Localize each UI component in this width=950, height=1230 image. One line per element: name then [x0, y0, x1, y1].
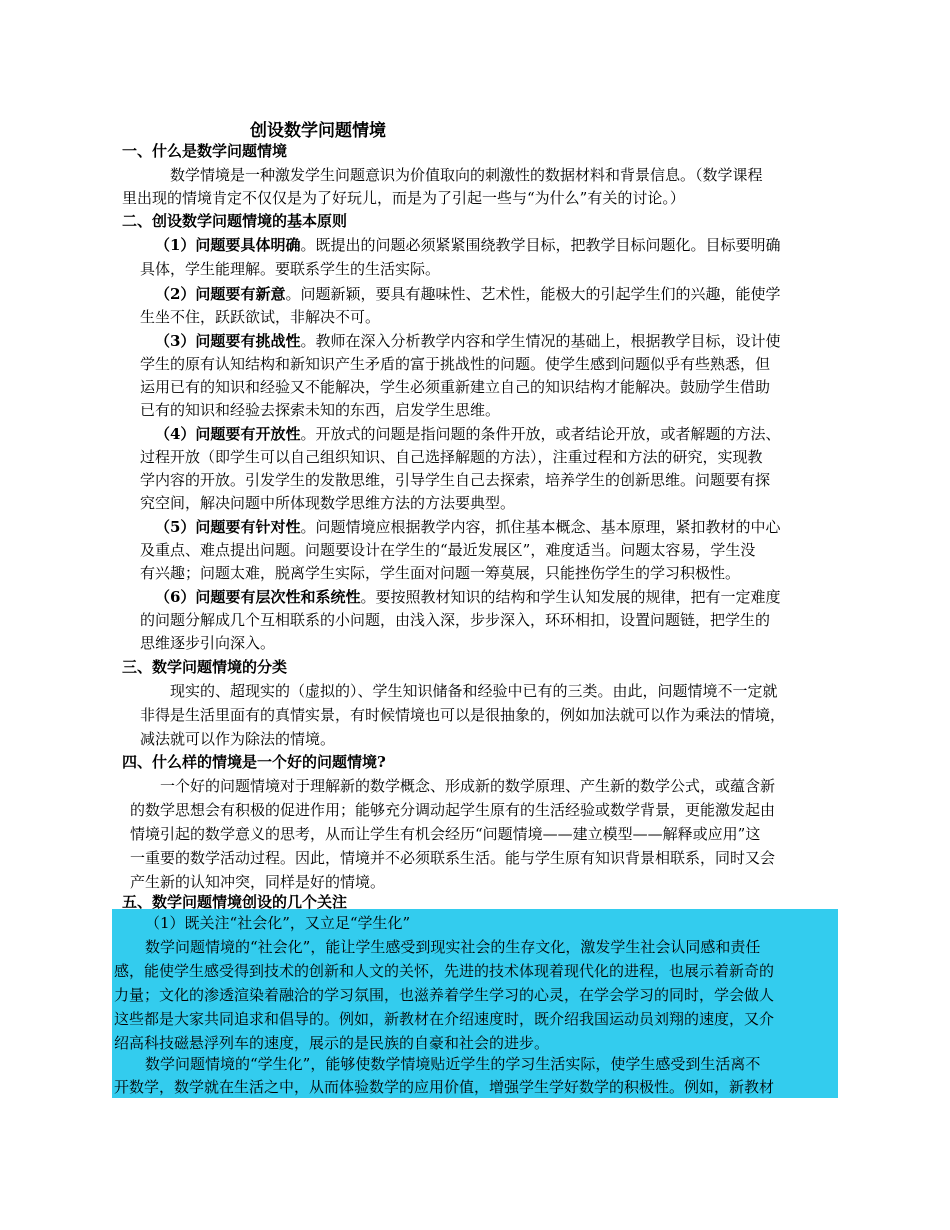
- principle-2-label: （2）问题要有新意: [155, 285, 286, 303]
- section-4-line: 产生新的认知冲突，同样是好的情境。: [130, 873, 386, 891]
- section-5-line: 数学问题情境的“社会化”，能让学生感受到现实社会的生存文化，激发学生社会认同感和责任: [145, 938, 761, 956]
- principle-3-line: 已有的知识和经验去探索未知的东西，启发学生思维。: [140, 401, 501, 419]
- principle-2-line: 生坐不住，跃跃欲试，非解决不可。: [140, 308, 381, 326]
- principle-2-line: [155, 284, 780, 304]
- principle-4-line: 究空间，解决问题中所体现数学思维方法的方法要典型。: [140, 494, 516, 512]
- section-5-line: 开数学，数学就在生活之中，从而体验数学的应用价值，增强学生学好数学的积极性。例如，新教材: [114, 1078, 775, 1096]
- section-1-line: 里出现的情境肯定不仅仅是为了好玩儿，而是为了引起一些与“为什么”有关的讨论。）: [122, 189, 685, 207]
- section-3-heading: 三、数学问题情境的分类: [122, 658, 288, 676]
- principle-6-label: （6）问题要有层次性和系统性: [155, 588, 361, 606]
- principle-3-line: [155, 331, 780, 351]
- principle-5-text: 。问题情境应根据教学内容，抓住基本概念、基本原理，紧扣教材的中心: [300, 518, 781, 536]
- principle-5-label: （5）问题要有针对性: [155, 518, 301, 536]
- principle-5-line: 有兴趣；问题太难，脱离学生实际，学生面对问题一筹莫展，只能挫伤学生的学习积极性。: [140, 564, 741, 582]
- section-4-line: 一个好的问题情境对于理解新的数学概念、形成新的数学原理、产生新的数学公式，或蕴含新: [160, 777, 776, 795]
- section-5-line: 力量；文化的渗透渲染着融洽的学习氛围，也滋养着学生学习的心灵，在学会学习的同时，学会做人: [114, 986, 775, 1004]
- principle-5-line: [155, 517, 780, 537]
- principle-4-line: [155, 424, 780, 444]
- principle-1-label: （1）问题要具体明确: [155, 236, 301, 254]
- principle-4-line: 学内容的开放。引发学生的发散思维，引导学生自己去探索，培养学生的创新思维。问题要有探: [140, 471, 771, 489]
- principle-4-line: 过程开放（即学生可以自己组织知识、自己选择解题的方法），注重过程和方法的研究，实现教: [140, 448, 763, 466]
- principle-6-text: 。要按照教材知识的结构和学生认知发展的规律，把有一定难度: [360, 588, 781, 606]
- section-5-line: 这些都是大家共同追求和倡导的。例如，新教材在介绍速度时，既介绍我国运动员刘翔的速度，又介: [114, 1010, 775, 1028]
- principle-2-text: 。问题新颖，要具有趣味性、艺术性，能极大的引起学生们的兴趣，能使学: [285, 285, 781, 303]
- section-5-line: 绍高科技磁悬浮列车的速度，展示的是民族的自豪和社会的进步。: [114, 1034, 550, 1052]
- section-1-heading: 一、什么是数学问题情境: [122, 142, 288, 160]
- section-3-line: 非得是生活里面有的真情实景，有时候情境也可以是很抽象的，例如加法就可以作为乘法的情境，: [140, 706, 786, 724]
- section-3-line: 减法就可以作为除法的情境。: [140, 730, 336, 748]
- principle-5-line: 及重点、难点提出问题。问题要设计在学生的“最近发展区”，难度适当。问题太容易，学生没: [140, 541, 756, 559]
- principle-4-text: 。开放式的问题是指问题的条件开放，或者结论开放，或者解题的方法、: [300, 425, 781, 443]
- principle-6-line: 的问题分解成几个互相联系的小问题，由浅入深，步步深入，环环相扣，设置问题链，把学生的: [140, 611, 771, 629]
- principle-3-text: 。教师在深入分析教学内容和学生情况的基础上，根据教学目标，设计使: [300, 332, 781, 350]
- section-3-line: 现实的、超现实的（虚拟的）、学生知识储备和经验中已有的三类。由此，问题情境不一定就: [170, 682, 778, 700]
- section-5-heading: 五、数学问题情境创设的几个关注: [122, 893, 348, 911]
- principle-6-line: 思维逐步引向深入。: [140, 634, 276, 652]
- section-4-line: 情境引起的数学意义的思考，从而让学生有机会经历“问题情境——建立模型——解释或应用”这: [130, 825, 761, 843]
- principle-4-label: （4）问题要有开放性: [155, 425, 301, 443]
- section-5-subheading: （1）既关注“社会化”，又立足“学生化”: [145, 914, 411, 932]
- document-title: 创设数学问题情境: [250, 121, 386, 141]
- principle-1-line: 具体，学生能理解。要联系学生的生活实际。: [140, 260, 441, 278]
- section-2-heading: 二、创设数学问题情境的基本原则: [122, 212, 348, 230]
- section-5-line: 数学问题情境的“学生化”，能够使数学情境贴近学生的学习生活实际，使学生感受到生活离不: [145, 1055, 761, 1073]
- principle-1-line: [155, 235, 780, 255]
- principle-3-line: 学生的原有认知结构和新知识产生矛盾的富于挑战性的问题。使学生感到问题似乎有些熟悉，但: [140, 355, 771, 373]
- section-5-line: 感，能使学生感受得到技术的创新和人文的关怀，先进的技术体现着现代化的进程，也展示着新奇的: [114, 962, 775, 980]
- section-4-line: 的数学思想会有积极的促进作用；能够充分调动起学生原有的生活经验或数学背景，更能激发起由: [130, 801, 776, 819]
- section-1-line: 数学情境是一种激发学生问题意识为价值取向的刺激性的数据材料和背景信息。（数学课程: [170, 166, 763, 184]
- section-4-heading: 四、什么样的情境是一个好的问题情境?: [122, 753, 386, 771]
- principle-1-text: 。既提出的问题必须紧紧围绕教学目标，把教学目标问题化。目标要明确: [300, 236, 781, 254]
- principle-6-line: [155, 587, 780, 607]
- principle-3-line: 运用已有的知识和经验又不能解决，学生必须重新建立自己的知识结构才能解决。鼓励学生借助: [140, 378, 771, 396]
- principle-3-label: （3）问题要有挑战性: [155, 332, 301, 350]
- section-4-line: 一重要的数学活动过程。因此，情境并不必须联系生活。能与学生原有知识背景相联系，同时又会: [130, 849, 776, 867]
